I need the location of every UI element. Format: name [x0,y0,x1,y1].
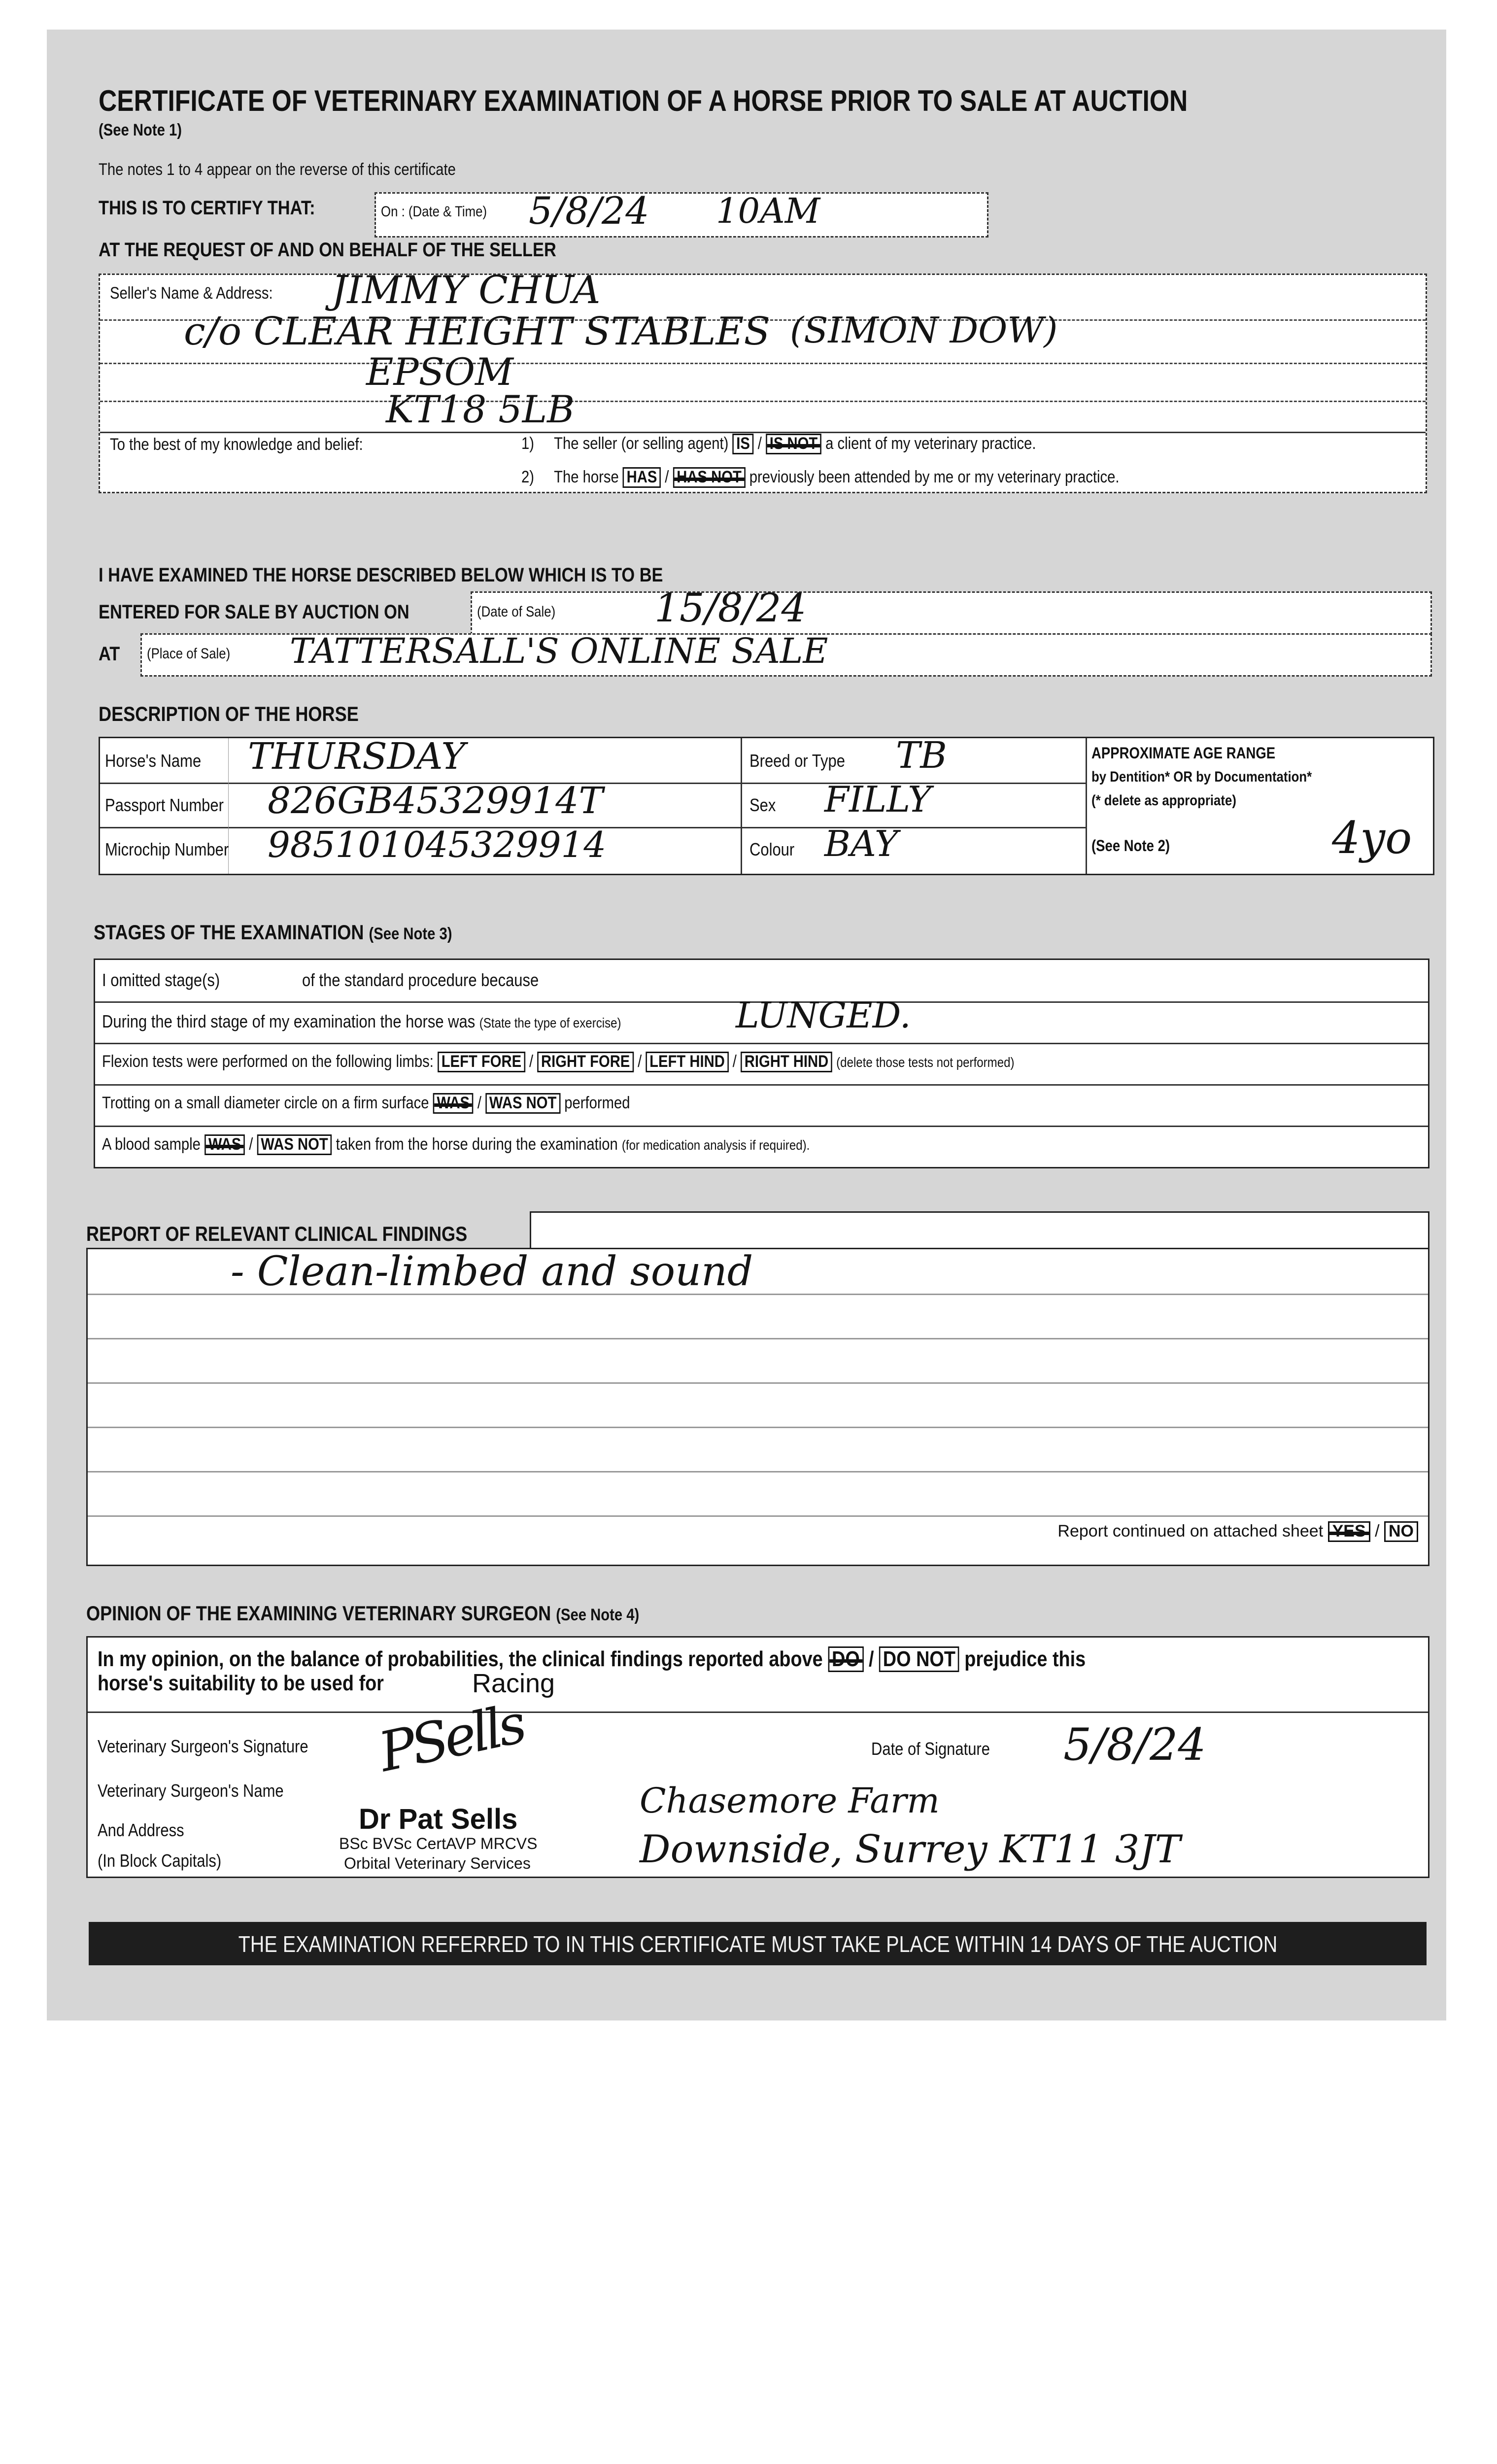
trot-was-not[interactable]: WAS NOT [485,1093,560,1114]
opinion-rule [88,1711,1428,1713]
seller-rule-2 [100,363,1426,364]
age-value[interactable]: 4yo [1332,812,1412,864]
desc-col-divider-2 [1086,738,1087,874]
vet-address-line1[interactable]: Chasemore Farm [640,1780,940,1821]
limb-right-fore[interactable]: RIGHT FORE [537,1052,634,1072]
request-line: AT THE REQUEST OF AND ON BEHALF OF THE SELLER [99,239,556,261]
breed-label: Breed or Type [749,751,845,771]
seller-rule-4 [100,432,1426,433]
vet-qualifications: BSc BVSc CertAVP MRCVS [339,1835,538,1852]
vet-practice: Orbital Veterinary Services [344,1854,531,1872]
third-stage-label: During the third stage of my examination the horse was (State the type of exercise) [102,1011,621,1031]
sale-place-label: (Place of Sale) [147,646,231,662]
option-has-not-deleted[interactable]: HAS NOT [673,467,746,488]
microchip-number[interactable]: 985101045329914 [268,824,607,865]
trotting-line: Trotting on a small diameter circle on a firm surface WAS / WAS NOT performed [102,1093,716,1114]
opinion-text-line2: horse's suitability to be used for [98,1671,384,1695]
limb-left-hind[interactable]: LEFT HIND [646,1052,728,1072]
opinion-do-not[interactable]: DO NOT [879,1646,959,1672]
trot-was-deleted[interactable]: WAS [433,1093,474,1114]
opinion-box [86,1636,1429,1878]
vet-name-label: Veterinary Surgeon's Name [98,1780,284,1801]
report-heading-box [530,1211,1429,1251]
signature-date[interactable]: 5/8/24 [1063,1719,1206,1771]
sale-date: 15/8/24 [654,585,807,631]
sale-heading: I HAVE EXAMINED THE HORSE DESCRIBED BELOW WHICH IS TO BE [99,564,663,586]
microchip-label: Microchip Number [105,839,229,859]
continued-yes-deleted[interactable]: YES [1328,1521,1370,1542]
passport-number[interactable]: 826GB45329914T [268,780,603,822]
opinion-text-line1: In my opinion, on the balance of probabilities, the clinical findings reported above DO / DO NOT prejudice this [98,1646,1247,1672]
date-time-field[interactable] [374,189,988,238]
description-table [99,734,1434,875]
age-line-3: (* delete as appropriate) [1091,792,1236,809]
sale-place: TATTERSALL'S ONLINE SALE [290,631,828,671]
desc-col-divider-1 [741,738,742,874]
blood-sample-line: A blood sample WAS / WAS NOT taken from the horse during the examination (for medication analysis if required). [102,1134,925,1155]
continued-no[interactable]: NO [1384,1521,1418,1542]
stages-table [94,958,1429,1168]
exercise-type[interactable]: LUNGED. [736,994,911,1036]
age-note: (See Note 2) [1091,837,1170,855]
horse-name[interactable]: THURSDAY [248,735,466,778]
blood-was-not[interactable]: WAS NOT [257,1134,332,1155]
vet-signature[interactable]: PSells [373,1692,528,1784]
certify-label: THIS IS TO CERTIFY THAT: [99,197,315,219]
seller-rule-3 [100,401,1426,402]
colour-value[interactable]: BAY [824,823,898,864]
report-rule-4 [88,1427,1428,1428]
report-box[interactable] [86,1248,1429,1566]
seller-address-note[interactable]: (SIMON DOW) [790,309,1058,351]
block-capitals-label: (In Block Capitals) [98,1850,222,1871]
option-has[interactable]: HAS [623,467,661,488]
breed-value[interactable]: TB [896,734,947,777]
exam-date: 5/8/24 [529,189,649,233]
footer-banner [89,1922,1427,1965]
sale-place-field[interactable] [140,633,1432,677]
sale-date-label: (Date of Sale) [477,604,556,620]
report-rule-6 [88,1515,1428,1517]
horse-name-label: Horse's Name [105,751,202,771]
passport-label: Passport Number [105,795,224,815]
entered-label: ENTERED FOR SALE BY AUCTION ON [99,601,409,623]
date-of-signature-label: Date of Signature [871,1739,990,1759]
seller-address-line3[interactable]: KT18 5LB [386,387,575,431]
report-heading: REPORT OF RELEVANT CLINICAL FINDINGS [86,1222,468,1245]
certificate-sheet [47,30,1446,2020]
seller-address-line1[interactable]: c/o CLEAR HEIGHT STABLES [184,309,770,354]
vet-address-line2[interactable]: Downside, Surrey KT11 3JT [640,1827,1181,1872]
certificate-title: CERTIFICATE OF VETERINARY EXAMINATION OF A HORSE PRIOR TO SALE AT AUCTION [99,84,1188,117]
vet-name: Dr Pat Sells [359,1803,518,1835]
option-is-not-deleted[interactable]: IS NOT [766,434,821,454]
limb-right-hind[interactable]: RIGHT HIND [741,1052,832,1072]
stages-rule-2 [95,1043,1428,1044]
seller-name[interactable]: JIMMY CHUA [332,268,601,312]
seller-block [99,268,1427,493]
limb-left-fore[interactable]: LEFT FORE [438,1052,525,1072]
age-title: APPROXIMATE AGE RANGE [1091,744,1276,762]
report-rule-5 [88,1471,1428,1472]
age-line-2: by Dentition* OR by Documentation* [1091,769,1312,785]
stages-heading: STAGES OF THE EXAMINATION (See Note 3) [94,921,452,944]
stages-rule-3 [95,1084,1428,1086]
flexion-tests: Flexion tests were performed on the following limbs: LEFT FORE / RIGHT FORE / LEFT HIND / RIGHT HIND (delete those tests not performed) [102,1052,1163,1072]
belief-item-1: 1) The seller (or selling agent) IS / IS NOT a client of my veterinary practice. [521,434,1120,454]
opinion-heading: OPINION OF THE EXAMINING VETERINARY SURGEON (See Note 4) [86,1602,640,1625]
sex-value[interactable]: FILLY [824,779,931,820]
notes-line: The notes 1 to 4 appear on the reverse of this certificate [99,160,456,179]
description-heading: DESCRIPTION OF THE HORSE [99,702,359,725]
colour-label: Colour [749,839,795,859]
belief-label: To the best of my knowledge and belief: [110,435,363,454]
report-rule-2 [88,1338,1428,1339]
option-is[interactable]: IS [733,434,754,454]
sale-date-field[interactable] [471,585,1432,635]
omitted-because: of the standard procedure because [302,970,539,990]
omitted-stages: I omitted stage(s) [102,970,220,990]
seller-label: Seller's Name & Address: [110,284,273,303]
opinion-do-deleted[interactable]: DO [828,1646,863,1672]
address-label: And Address [98,1820,184,1840]
report-rule-3 [88,1382,1428,1384]
footer-text: THE EXAMINATION REFERRED TO IN THIS CERTIFICATE MUST TAKE PLACE WITHIN 14 DAYS OF THE AUCTION [238,1931,1277,1957]
stages-rule-4 [95,1126,1428,1127]
on-date-time-label: On : (Date & Time) [381,204,487,220]
report-continued: Report continued on attached sheet YES / NO [1057,1521,1418,1542]
belief-item-2: 2) The horse HAS / HAS NOT previously been attended by me or my veterinary practice. [521,467,1217,488]
blood-was-deleted[interactable]: WAS [204,1134,245,1155]
sex-label: Sex [749,795,776,815]
intended-use[interactable]: Racing [472,1669,555,1698]
signature-label: Veterinary Surgeon's Signature [98,1736,308,1756]
at-label: AT [99,643,120,665]
exam-time: 10AM [716,191,820,231]
seller-address-line2[interactable]: EPSOM [366,350,513,394]
clinical-finding: - Clean-limbed and sound [231,1248,753,1295]
see-note-1: (See Note 1) [99,121,182,139]
